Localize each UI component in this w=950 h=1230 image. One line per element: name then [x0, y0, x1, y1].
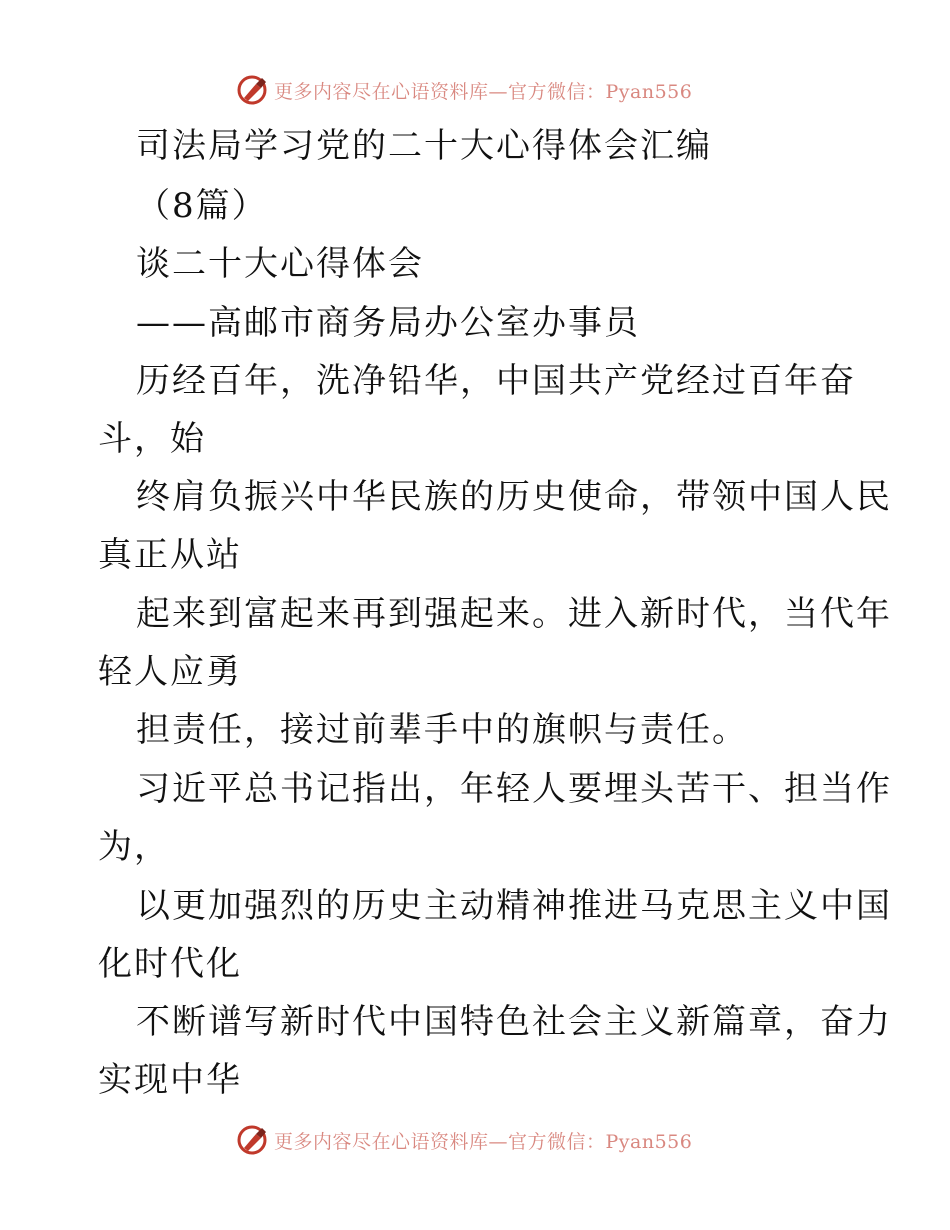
paragraph-line: 轻人应勇 [98, 652, 242, 692]
paragraph-line: 起来到富起来再到强起来。进入新时代，当代年 [136, 594, 892, 634]
document-title: 司法局学习党的二十大心得体会汇编 [136, 126, 712, 166]
paragraph-line: 历经百年，洗净铅华，中国共产党经过百年奋 [136, 361, 856, 401]
article-author: ——高邮市商务局办公室办事员 [136, 303, 640, 343]
paragraph-line: 斗，始 [98, 419, 206, 459]
paragraph-line: 以更加强烈的历史主动精神推进马克思主义中国 [136, 886, 892, 926]
document-subtitle: （8篇） [136, 186, 268, 226]
paragraph-line: 不断谱写新时代中国特色社会主义新篇章，奋力 [136, 1002, 892, 1042]
paragraph-line: 为， [98, 827, 170, 867]
header-watermark [236, 74, 692, 106]
watermark-text: 更多内容尽在心语资料库—官方微信：Pyan556 [274, 1130, 693, 1153]
pen-nib-logo-icon [236, 1124, 270, 1156]
paragraph-line: 化时代化 [98, 944, 242, 984]
pen-nib-logo-icon [236, 74, 270, 106]
paragraph-line: 担责任，接过前辈手中的旗帜与责任。 [136, 710, 748, 750]
paragraph-line: 习近平总书记指出，年轻人要埋头苦干、担当作 [136, 769, 892, 809]
paragraph-line: 真正从站 [98, 535, 242, 575]
footer-watermark [236, 1124, 692, 1156]
watermark-text: 更多内容尽在心语资料库—官方微信：Pyan556 [274, 80, 693, 103]
article-title: 谈二十大心得体会 [136, 244, 424, 284]
paragraph-line: 终肩负振兴中华民族的历史使命，带领中国人民 [136, 477, 892, 517]
paragraph-line: 实现中华 [98, 1060, 242, 1100]
